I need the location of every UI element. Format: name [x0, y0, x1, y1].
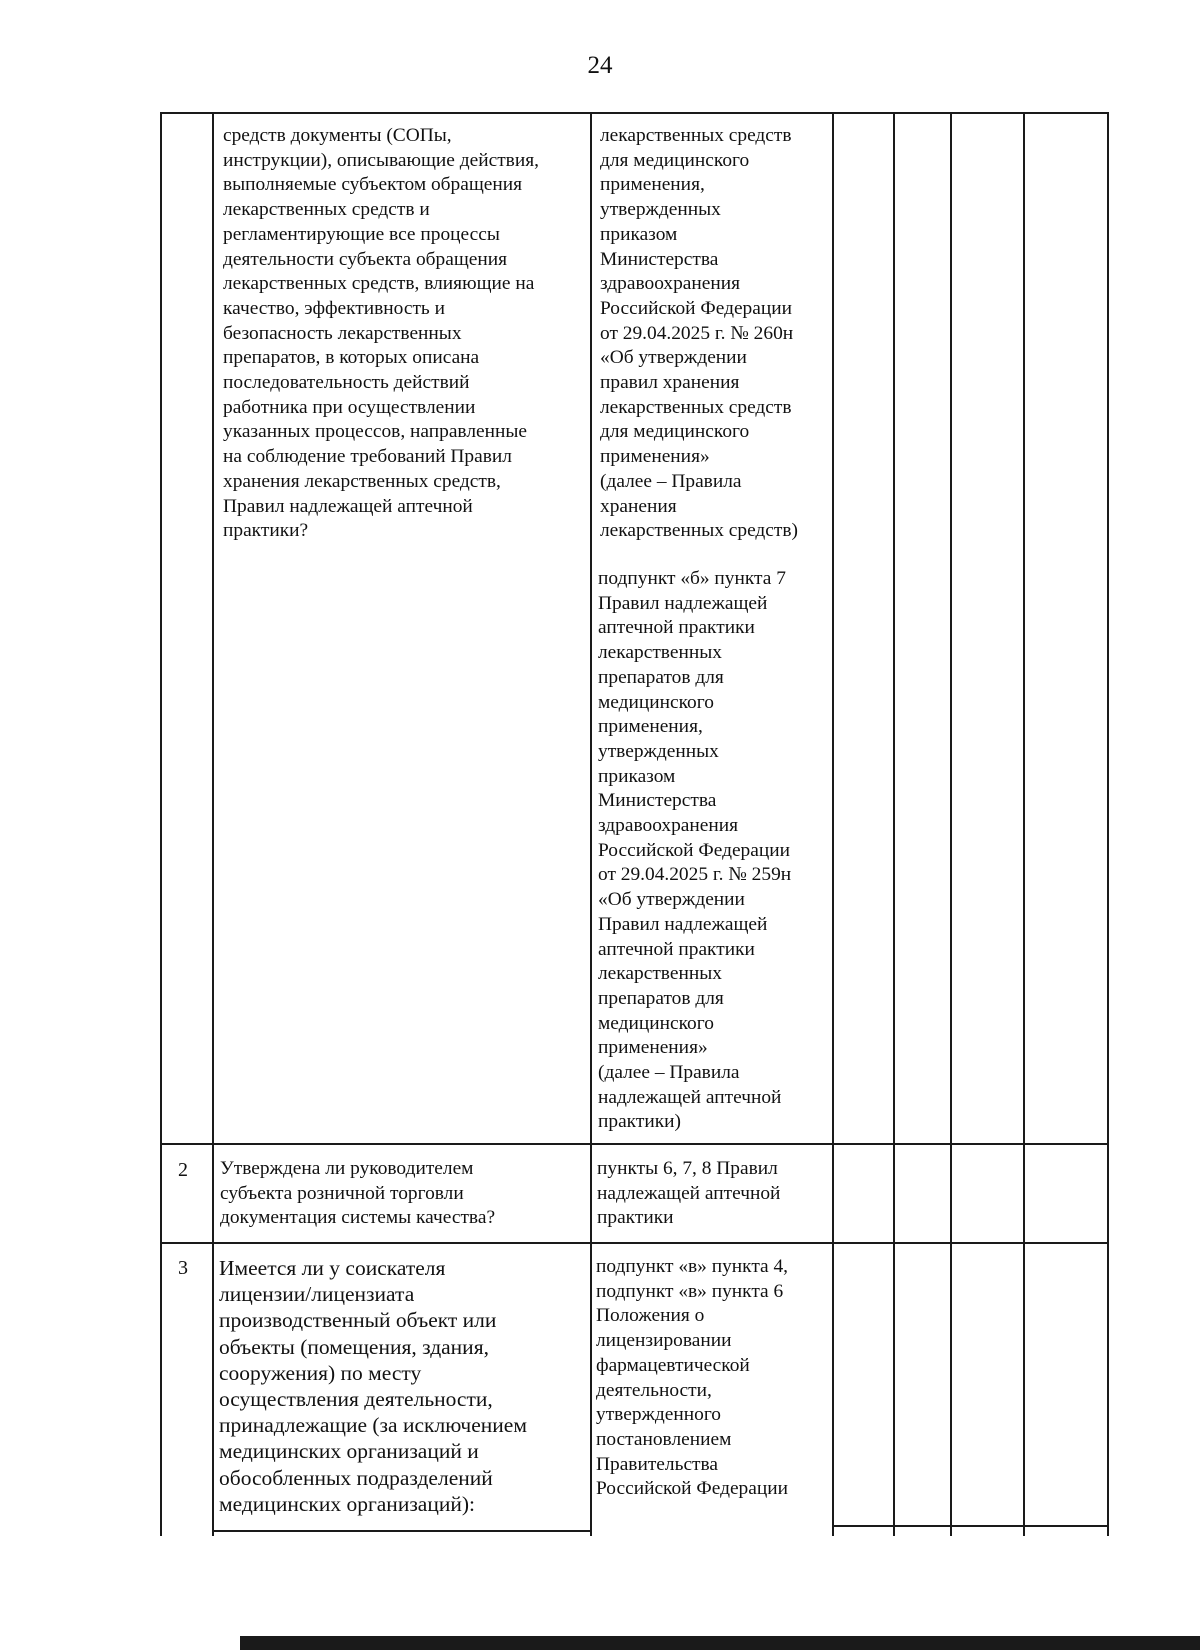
row-divider-1: [160, 1143, 1109, 1145]
row-divider-2: [160, 1242, 1109, 1244]
question-cell: средств документы (СОПы, инструкции), описывающие действия, выполняемые субъектом обращения лекарственных средств и регламентирующие все процессы деятельности субъекта обращения лекарственных средств, влияющие на качество, эффективность и безопасность лекарственных препаратов, в которых описана последовательность действий работника при осуществлении указанных процессов, направленные на соблюдение требований Правил хранения лекарственных средств, Правил надлежащей аптечной практики?: [223, 125, 539, 542]
question-cell: Имеется ли у соискателя лицензии/лицензиата производственный объект или объекты (помещения, здания, сооружения) по месту осуществления деятельности, принадлежащие (за исключением медицинских организаций и обособленных подразделений медицинских организаций):: [219, 1256, 527, 1516]
row-3-check-box-bottom: [832, 1525, 1109, 1527]
column-divider-check-2: [950, 112, 952, 1536]
table-border-left: [160, 112, 162, 1536]
row-number: 2: [178, 1159, 188, 1181]
reference-cell: пункты 6, 7, 8 Правил надлежащей аптечной практики: [597, 1158, 781, 1229]
page-number: 24: [587, 52, 613, 79]
table-border-top: [160, 112, 1109, 114]
row-number: 3: [178, 1257, 188, 1279]
reference-cell-continued: подпункт «б» пункта 7 Правил надлежащей аптечной практики лекарственных препаратов для медицинского применения, утвержденных приказом Министерства здравоохранения Российской Федерации от 29.04.2025 г. № 259н «Об утверждении Правил надлежащей аптечной практики лекарственных препаратов для медицинского применения» (далее – Правила надлежащей аптечной практики): [598, 568, 792, 1133]
reference-cell: подпункт «в» пункта 4, подпункт «в» пункта 6 Положения о лицензировании фармацевтической деятельности, утвержденного постановлением Правительства Российской Федерации: [596, 1256, 789, 1500]
column-divider-number: [212, 112, 214, 1536]
column-divider-reference: [832, 112, 834, 1536]
reference-cell: лекарственных средств для медицинского применения, утвержденных приказом Министерства здравоохранения Российской Федерации от 29.04.2025 г. № 260н «Об утверждении правил хранения лекарственных средств для медицинского применения» (далее – Правила хранения лекарственных средств): [600, 125, 798, 542]
column-divider-check-1: [893, 112, 895, 1536]
question-cell: Утверждена ли руководителем субъекта розничной торговли документация системы качества?: [220, 1158, 496, 1229]
scan-edge-shadow: [240, 1636, 1200, 1650]
row-3-question-box-bottom: [212, 1530, 592, 1532]
table-border-right: [1107, 112, 1109, 1536]
column-divider-check-3: [1023, 112, 1025, 1536]
